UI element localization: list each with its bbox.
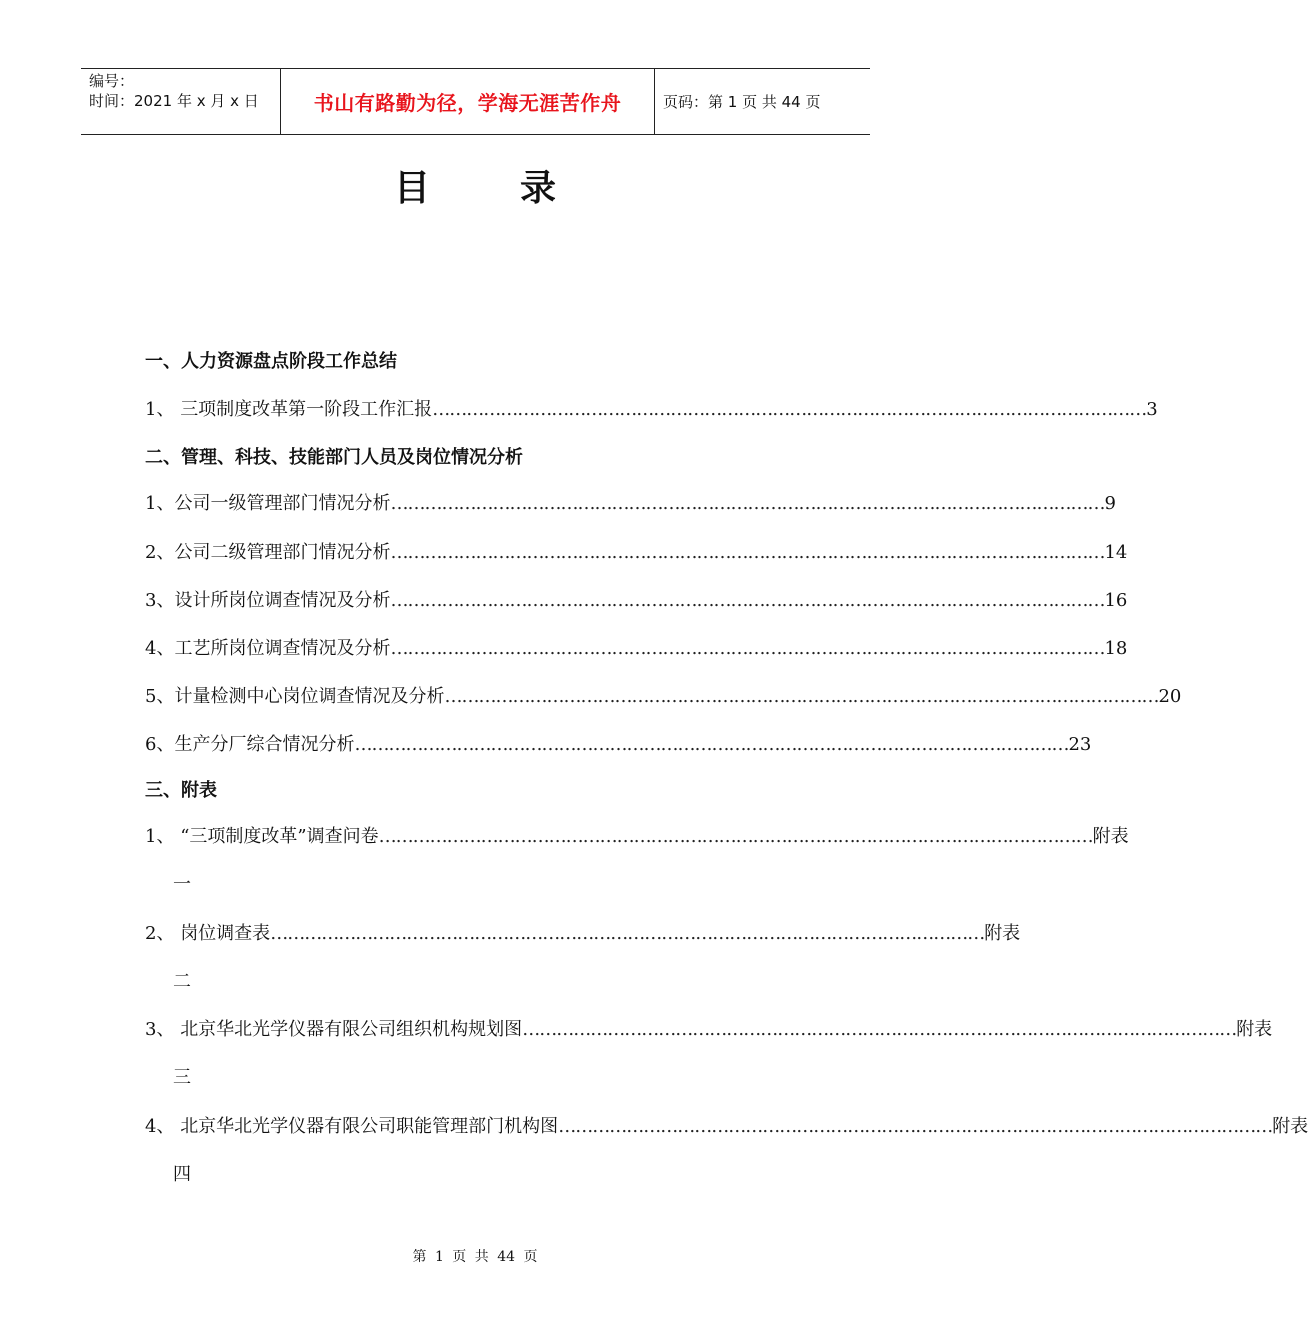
toc-entry[interactable] (145, 730, 1092, 756)
entry-page: 23 (1068, 734, 1092, 755)
entry-page-continuation: 三 (173, 1067, 191, 1088)
entry-text: “三项制度改革”调查问卷 (180, 826, 379, 847)
leader-dots: ……………………………………………………………………………………………………………… (378, 826, 1093, 847)
section-heading-3: 三、附表 (145, 780, 217, 801)
entry-page: 14 (1104, 542, 1128, 563)
header-page-cell (655, 69, 870, 134)
entry-number: 6、 (145, 734, 175, 755)
entry-page-continuation: 二 (173, 971, 191, 992)
page-footer: 第 1 页 共 44 页 (412, 1249, 538, 1265)
entry-number: 2、 (145, 542, 175, 563)
entry-text: 北京华北光学仪器有限公司组织机构规划图 (180, 1019, 523, 1040)
entry-number: 3、 (145, 590, 175, 611)
entry-page: 附表 (1236, 1019, 1273, 1040)
entry-text: 公司一级管理部门情况分析 (174, 493, 391, 514)
entry-text: 工艺所岗位调查情况及分析 (174, 638, 391, 659)
entry-page: 3 (1146, 399, 1158, 420)
section-heading-1: 一、人力资源盘点阶段工作总结 (145, 351, 397, 372)
toc-entry[interactable] (145, 919, 1021, 945)
entry-page: 20 (1158, 686, 1182, 707)
section-heading-2: 二、管理、科技、技能部门人员及岗位情况分析 (145, 447, 523, 468)
toc-entry[interactable] (145, 682, 1182, 708)
leader-dots: ……………………………………………………………………………………………………………… (354, 734, 1069, 755)
entry-text: 三项制度改革第一阶段工作汇报 (180, 399, 433, 420)
toc-entry[interactable] (145, 586, 1128, 612)
entry-number: 1、 (145, 493, 175, 514)
entry-page: 附表 (1092, 826, 1129, 847)
entry-number: 4、 (145, 1116, 181, 1137)
header-motto-cell (281, 69, 655, 134)
entry-number: 5、 (145, 686, 175, 707)
header-meta-cell (81, 69, 281, 134)
leader-dots: ……………………………………………………………………………………………………………… (522, 1019, 1237, 1040)
toc-entry[interactable] (145, 489, 1116, 515)
toc-entry[interactable] (145, 634, 1128, 660)
toc-entry[interactable] (145, 1015, 1273, 1041)
leader-dots: ……………………………………………………………………………………………………………… (390, 638, 1105, 659)
entry-page: 附表 (984, 923, 1021, 944)
leader-dots: ……………………………………………………………………………………………………………… (390, 493, 1105, 514)
document-header-table (81, 68, 870, 135)
leader-dots: ……………………………………………………………………………………………………………… (432, 399, 1147, 420)
toc-entry[interactable] (145, 822, 1129, 848)
entry-text: 生产分厂综合情况分析 (174, 734, 355, 755)
entry-number: 3、 (145, 1019, 181, 1040)
time-label: 时间：2021 年 x 月 x 日 (89, 92, 259, 110)
leader-dots: ……………………………………………………………………………………………………………… (270, 923, 985, 944)
entry-text: 设计所岗位调查情况及分析 (174, 590, 391, 611)
entry-page: 16 (1104, 590, 1128, 611)
toc-entry[interactable] (145, 1112, 1308, 1138)
entry-page-continuation: 一 (173, 874, 191, 895)
entry-text: 岗位调查表 (180, 923, 271, 944)
leader-dots: ……………………………………………………………………………………………………………… (390, 590, 1105, 611)
entry-text: 北京华北光学仪器有限公司职能管理部门机构图 (180, 1116, 559, 1137)
toc-entry[interactable] (145, 538, 1128, 564)
toc-title: 目录 (393, 168, 646, 209)
toc-entry[interactable] (145, 395, 1158, 421)
entry-text: 公司二级管理部门情况分析 (174, 542, 391, 563)
entry-text: 计量检测中心岗位调查情况及分析 (174, 686, 445, 707)
entry-page-continuation: 四 (173, 1164, 191, 1185)
entry-page: 附表 (1272, 1116, 1308, 1137)
leader-dots: ……………………………………………………………………………………………………………… (444, 686, 1159, 707)
number-label: 编号： (89, 72, 135, 90)
leader-dots: ……………………………………………………………………………………………………………… (390, 542, 1105, 563)
page-info: 页码：第 1 页 共 44 页 (663, 93, 821, 111)
entry-page: 18 (1104, 638, 1128, 659)
entry-number: 1、 (145, 826, 181, 847)
entry-number: 2、 (145, 923, 181, 944)
entry-number: 1、 (145, 399, 181, 420)
entry-number: 4、 (145, 638, 175, 659)
entry-page: 9 (1104, 493, 1116, 514)
leader-dots: ……………………………………………………………………………………………………………… (558, 1116, 1273, 1137)
motto-text: 书山有路勤为径，学海无涯苦作舟 (313, 91, 622, 115)
